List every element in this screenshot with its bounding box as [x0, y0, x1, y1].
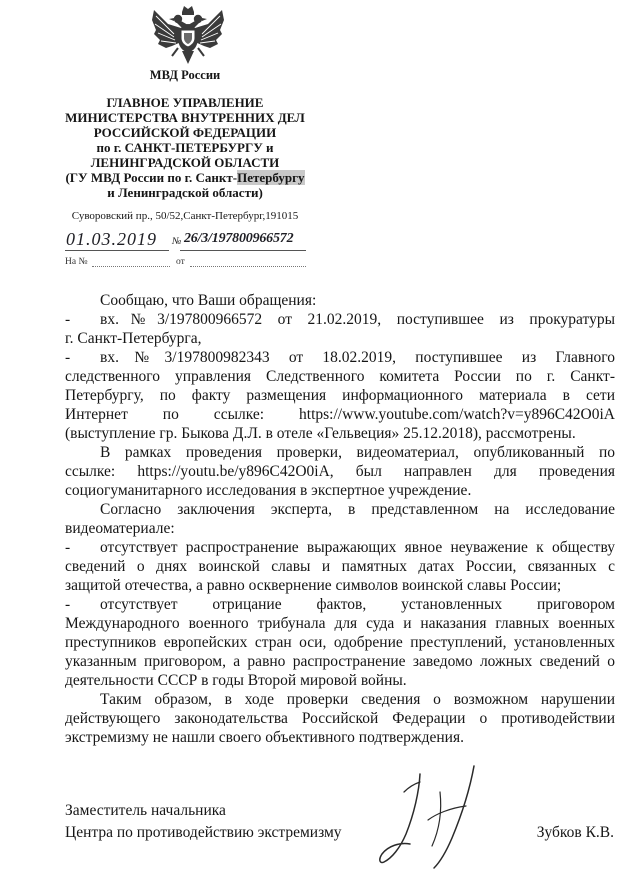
body-line: В рамках проведения проверки, видеоматериал, опубликованный по [100, 444, 615, 461]
paragraph-line [65, 671, 615, 690]
paragraph-line [65, 386, 615, 405]
outgoing-number: 26/3/197800966572 [184, 231, 294, 246]
reply-to-label: На № [65, 257, 88, 267]
paragraph-line [65, 614, 615, 633]
body-line: Сообщаю, что Ваши обращения: [100, 292, 317, 309]
agency-abbrev-highlight: Петербургу [237, 170, 305, 185]
paragraph-line [65, 652, 615, 671]
body-line: преступников европейских стран оси, одобрение преступлений, установленных [65, 634, 615, 651]
paragraph-line [65, 728, 615, 747]
agency-abbrev-line [60, 170, 310, 185]
body-line: ссылке: https://youtu.be/y896C42O0iA, был направлен для проведения [65, 463, 615, 480]
number-underline [180, 250, 306, 251]
date-underline [65, 250, 169, 251]
list-bullet: - [65, 349, 71, 366]
agency-address: Суворовский пр., 50/52,Санкт-Петербург,191015 [71, 210, 299, 222]
letter-body [65, 291, 615, 747]
body-line: г. Санкт-Петербурга, [65, 330, 202, 347]
paragraph-line [65, 690, 615, 709]
paragraph-line [65, 633, 615, 652]
body-line: экстремизму не нашли своего объективного подтверждения. [65, 729, 464, 746]
paragraph-line [65, 291, 615, 310]
agency-name-line: МИНИСТЕРСТВА ВНУТРЕННИХ ДЕЛ [65, 110, 305, 125]
body-line: вх.№3/197800982343 от 18.02.2019, поступившее из Главного [100, 349, 615, 366]
list-item [65, 310, 615, 329]
body-line: видеоматериале: [65, 520, 175, 537]
list-item [65, 348, 615, 367]
body-line: отсутствует отрицание фактов, установленных приговором [100, 596, 615, 613]
body-line: деятельности СССР в годы Второй мировой войны. [65, 672, 407, 689]
agency-abbrev-line: и Ленинградской области) [107, 185, 263, 200]
body-line: отсутствует распространение выражающих явное неуважение к обществу [100, 539, 615, 556]
agency-abbrev-prefix: (ГУ МВД России по г. Санкт- [65, 170, 238, 185]
list-item [65, 595, 615, 614]
body-line: действующего законодательства Российской Федерации о противодействии [65, 710, 615, 727]
paragraph-line [65, 424, 615, 443]
body-line: Петербургу, по факту размещения информационного материала в сети [65, 387, 615, 404]
body-line: следственного управления Следственного комитета России по г. Санкт- [65, 368, 615, 385]
paragraph-line [65, 709, 615, 728]
paragraph-line [65, 576, 615, 595]
body-line: вх.№3/197800966572 от 21.02.2019, поступившее из прокуратуры [100, 311, 615, 328]
body-line: сведений о днях воинской славы и памятных датах России, связанных с [65, 558, 615, 575]
list-bullet: - [65, 596, 71, 613]
agency-full-name [60, 95, 310, 200]
body-line: (выступление гр. Быкова Д.Л. в отеле «Гельвеция» 25.12.2018), рассмотрены. [65, 425, 576, 442]
from-label: от [176, 257, 185, 267]
paragraph-line [65, 462, 615, 481]
paragraph-line [65, 329, 615, 348]
paragraph-line [65, 557, 615, 576]
agency-name-line: РОССИЙСКОЙ ФЕДЕРАЦИИ [93, 125, 277, 140]
number-sign: № [172, 236, 182, 247]
paragraph-line [65, 405, 615, 424]
paragraph-line [65, 519, 615, 538]
list-bullet: - [65, 539, 71, 556]
handwritten-signature-icon [370, 762, 482, 870]
mvd-emblem-icon [148, 4, 228, 66]
body-line: указанным приговором, а равно распространение заведомо ложных сведений о [65, 653, 615, 670]
paragraph-line [65, 367, 615, 386]
reply-to-blank [92, 266, 170, 267]
outgoing-date: 01.03.2019 [66, 229, 157, 249]
agency-name-line: по г. САНКТ-ПЕТЕРБУРГУ и [96, 140, 274, 155]
body-line: Международного военного трибунала для суда и наказания главных военных [65, 615, 615, 632]
list-item [65, 538, 615, 557]
paragraph-line [65, 443, 615, 462]
list-bullet: - [65, 311, 71, 328]
agency-name-line: ГЛАВНОЕ УПРАВЛЕНИЕ [106, 95, 264, 110]
agency-short-name: МВД России [149, 68, 221, 82]
from-blank [190, 266, 306, 267]
paragraph-line [65, 500, 615, 519]
body-line: защитой отечества, а равно осквернение символов воинской славы России; [65, 577, 562, 594]
body-line: Интернет по ссылке: https://www.youtube.com/watch?v=y896C42O0iA [65, 406, 615, 423]
body-line: социогуманитарного исследования в экспертное учреждение. [65, 482, 472, 499]
signer-position-line: Заместитель начальника [65, 802, 226, 819]
paragraph-line [65, 481, 615, 500]
body-line: Согласно заключения эксперта, в представленном на исследование [100, 501, 615, 518]
body-line: Таким образом, в ходе проверки сведения о возможном нарушении [100, 691, 615, 708]
signer-position-line: Центра по противодействию экстремизму [65, 824, 342, 841]
agency-name-line: ЛЕНИНГРАДСКОЙ ОБЛАСТИ [90, 155, 280, 170]
signer-name: Зубков К.В. [536, 824, 614, 841]
